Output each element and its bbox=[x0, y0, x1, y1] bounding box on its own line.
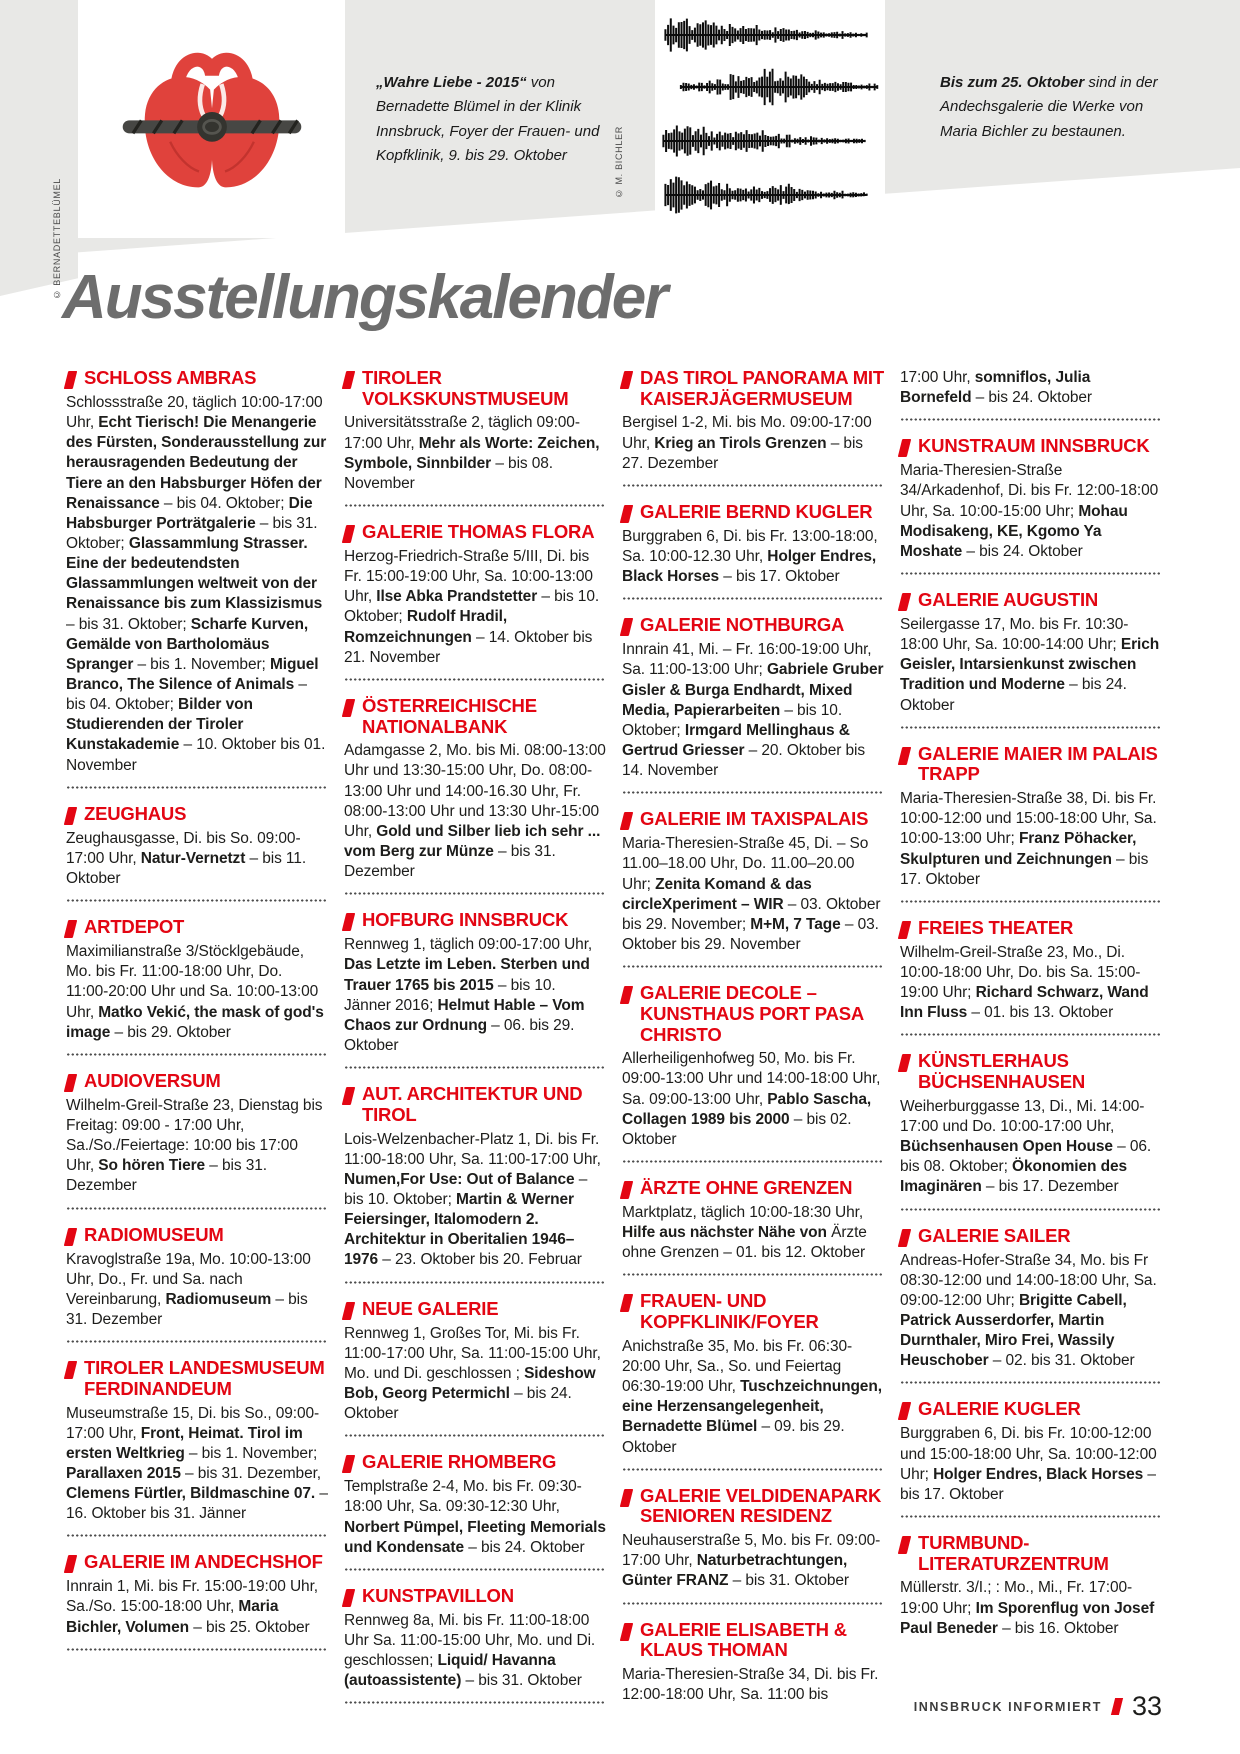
section-header bbox=[66, 917, 328, 938]
section-body: Herzog-Friedrich-Straße 5/III, Di. bis Fr. 15:00-19:00 Uhr, Sa. 10:00-13:00 Uhr, Ilse Abka Prandstetter – bis 10. Oktober; Rudolf Hradil, Romzeichnungen – 14. Oktober bis 21. November bbox=[344, 548, 600, 666]
section-header bbox=[622, 1291, 884, 1332]
dotted-divider bbox=[344, 1434, 606, 1437]
photo-credit-m-bichler: © M. BICHLER bbox=[614, 126, 624, 199]
section-header bbox=[622, 502, 884, 523]
calendar-section bbox=[622, 983, 884, 1163]
red-slash-icon bbox=[620, 1623, 633, 1641]
dotted-divider bbox=[622, 791, 884, 794]
red-slash-icon bbox=[898, 439, 911, 457]
section-title: GALERIE MAIER IM PALAIS TRAPP bbox=[918, 742, 1158, 785]
section-title: FREIES THEATER bbox=[918, 916, 1074, 938]
waveform-row-1-image bbox=[661, 12, 873, 58]
dotted-divider bbox=[344, 1281, 606, 1284]
section-title: KÜNSTLERHAUS BÜCHSENHAUSEN bbox=[918, 1050, 1085, 1093]
magazine-name: INNSBRUCK INFORMIERT bbox=[913, 1699, 1102, 1714]
section-header bbox=[900, 1533, 1162, 1574]
section-title: GALERIE DECOLE – KUNSTHAUS PORT PASA CHRISTO bbox=[640, 982, 864, 1045]
section-header bbox=[900, 590, 1162, 611]
section-title: ÖSTERREICHISCHE NATIONALBANK bbox=[362, 694, 537, 737]
section-header bbox=[900, 436, 1162, 457]
section-title: TIROLER LANDESMUSEUM FERDINANDEUM bbox=[84, 1357, 325, 1399]
section-body: Wilhelm-Greil-Straße 23, Dienstag bis Freitag: 09:00 - 17:00 Uhr, Sa./So./Feiertage: 10:00 bis 17:00 Uhr, So hören Tiere – bis 31. Dezember bbox=[66, 1096, 323, 1195]
calendar-section bbox=[344, 910, 606, 1069]
dotted-divider bbox=[344, 1701, 606, 1704]
calendar-section bbox=[622, 1620, 884, 1706]
dotted-divider bbox=[622, 965, 884, 968]
section-body: Maria-Theresien-Straße 45, Di. – So 11.00–18.00 Uhr, Do. 11.00–20.00 Uhr; Zenita Komand & das circleXperiment – WIR – 03. Oktober bis 29. November; M+M, 7 Tage – 03. Oktober bis 29. November bbox=[622, 835, 881, 953]
dotted-divider bbox=[622, 597, 884, 600]
dotted-divider bbox=[900, 900, 1162, 903]
section-body: Rennweg 8a, Mi. bis Fr. 11:00-18:00 Uhr Sa. 11:00-15:00 Uhr, Mo. und Di. geschlossen; Liquid/ Havanna (autoassistente) – bis 31. Oktober bbox=[344, 1611, 596, 1690]
caption-wahre-liebe: „Wahre Liebe - 2015“ von Bernadette Blümel in der Klinik Innsbruck, Foyer der Frauen- und Kopfklinik, 9. bis 29. Oktober bbox=[376, 74, 600, 164]
red-slash-icon bbox=[898, 593, 911, 611]
calendar-section bbox=[622, 502, 884, 600]
dotted-divider bbox=[344, 678, 606, 681]
section-header bbox=[344, 910, 606, 931]
column-3 bbox=[622, 368, 884, 1720]
dotted-divider bbox=[900, 418, 1162, 421]
section-title: GALERIE SAILER bbox=[918, 1224, 1071, 1246]
section-title: GALERIE RHOMBERG bbox=[362, 1451, 557, 1473]
section-title: HOFBURG INNSBRUCK bbox=[362, 909, 569, 931]
red-slash-icon bbox=[342, 699, 355, 717]
caption-andechsgalerie: Bis zum 25. Oktober sind in der Andechsgalerie die Werke von Maria Bichler zu bestaunen. bbox=[940, 74, 1158, 140]
red-slash-icon bbox=[64, 1228, 77, 1246]
red-slash-icon bbox=[898, 1402, 911, 1420]
section-header bbox=[66, 368, 328, 389]
section-title: SCHLOSS AMBRAS bbox=[84, 367, 257, 388]
calendar-section bbox=[622, 1291, 884, 1470]
calendar-section bbox=[622, 1486, 884, 1605]
section-title: KUNSTPAVILLON bbox=[362, 1584, 514, 1606]
heart-artwork-panel bbox=[78, 0, 345, 238]
dotted-divider bbox=[900, 1515, 1162, 1518]
calendar-section bbox=[900, 590, 1162, 729]
calendar-section bbox=[66, 1225, 328, 1344]
section-body: Museumstraße 15, Di. bis So., 09:00-17:00 Uhr, Front, Heimat. Tirol im ersten Weltkrieg – bis 1. November; Parallaxen 2015 – bis 31. Dezember, Clemens Fürtler, Bildmaschine 07. – 16. Oktober bis 31. Jänner bbox=[66, 1404, 328, 1523]
calendar-section bbox=[344, 522, 606, 681]
section-title: RADIOMUSEUM bbox=[84, 1223, 224, 1245]
section-header bbox=[66, 804, 328, 825]
section-body: Maria-Theresien-Straße 34, Di. bis Fr. 12:00-18:00 Uhr, Sa. 11:00 bis bbox=[622, 1665, 879, 1704]
red-slash-icon bbox=[342, 525, 355, 543]
page-footer bbox=[914, 1691, 1162, 1722]
calendar-section bbox=[900, 1399, 1162, 1518]
waveform-artwork-panel bbox=[655, 0, 885, 218]
section-body: Kravoglstraße 19a, Mo. 10:00-13:00 Uhr, Do., Fr. und Sa. nach Vereinbarung, Radiomuseum – bis 31. Dezember bbox=[66, 1250, 311, 1328]
section-body: Adamgasse 2, Mo. bis Mi. 08:00-13:00 Uhr und 13:30-15:00 Uhr, Do. 08:00-13:00 Uhr und 14:00-16.30 Uhr, Fr. 08:00-13:00 Uhr und 13:30 Uhr-15:00 Uhr, Gold und Silber lieb ich sehr ... vom Berg zur Münze – bis 31. Dezember bbox=[344, 742, 606, 881]
section-header bbox=[900, 1226, 1162, 1247]
red-slash-icon bbox=[342, 1302, 355, 1320]
red-slash-icon bbox=[898, 1054, 911, 1072]
section-title: GALERIE IM TAXISPALAIS bbox=[640, 808, 869, 830]
calendar-section bbox=[622, 615, 884, 794]
calendar-section bbox=[344, 1452, 606, 1571]
header-left-gray-strip bbox=[0, 0, 78, 296]
dotted-divider bbox=[622, 1160, 884, 1163]
calendar-section bbox=[900, 744, 1162, 903]
calendar-section bbox=[622, 809, 884, 968]
section-header bbox=[344, 1586, 606, 1607]
red-slash-icon bbox=[620, 986, 633, 1004]
red-slash-icon bbox=[64, 920, 77, 938]
red-slash-icon bbox=[342, 913, 355, 931]
red-slash-icon bbox=[620, 1294, 633, 1312]
calendar-section bbox=[66, 368, 328, 789]
section-body: Maria-Theresien-Straße 34/Arkadenhof, Di. bis Fr. 12:00-18:00 Uhr, Sa. 10:00-15:00 Uhr; Mohau Modisakeng, KE, Kgomo Ya Moshate – bis 24. Oktober bbox=[900, 462, 1159, 560]
dotted-divider bbox=[900, 1208, 1162, 1211]
calendar-section bbox=[344, 1586, 606, 1705]
section-body: Seilergasse 17, Mo. bis Fr. 10:30-18:00 Uhr, Sa. 10:00-14:00 Uhr; Erich Geisler, Intarsienkunst zwischen Tradition und Moderne – bis 24. Oktober bbox=[900, 615, 1160, 714]
section-body: Templstraße 2-4, Mo. bis Fr. 09:30-18:00 Uhr, Sa. 09:30-12:30 Uhr, Norbert Pümpel, Fleeting Memorials und Kondensate – bis 24. Oktober bbox=[344, 1478, 606, 1556]
page-number: 33 bbox=[1131, 1691, 1162, 1721]
section-header bbox=[900, 1051, 1162, 1092]
calendar-section bbox=[900, 368, 1162, 421]
section-header bbox=[622, 1620, 884, 1661]
heart-artwork-image bbox=[119, 30, 305, 207]
section-header bbox=[900, 918, 1162, 939]
section-header bbox=[66, 1552, 328, 1573]
section-header bbox=[622, 1178, 884, 1199]
dotted-divider bbox=[66, 1648, 328, 1651]
red-slash-icon bbox=[898, 1536, 911, 1554]
calendar-section bbox=[900, 1226, 1162, 1385]
section-title: ÄRZTE OHNE GRENZEN bbox=[640, 1176, 853, 1198]
red-slash-icon bbox=[620, 505, 633, 523]
calendar-section bbox=[900, 918, 1162, 1037]
section-body: Maximilianstraße 3/Stöcklgebäude, Mo. bis Fr. 11:00-18:00 Uhr, Do. 11:00-20:00 Uhr und Sa. 10:00-13:00 Uhr, Matko Vekić, the mask of god's image – bis 29. Oktober bbox=[66, 943, 324, 1041]
calendar-section bbox=[344, 1084, 606, 1283]
section-title: ZEUGHAUS bbox=[84, 802, 187, 824]
calendar-section bbox=[900, 436, 1162, 575]
section-body: Rennweg 1, Großes Tor, Mi. bis Fr. 11:00-17:00 Uhr, Sa. 11:00-15:00 Uhr, Mo. und Di. geschlossen ; Sideshow Bob, Georg Petermichl – bis 24. Oktober bbox=[344, 1324, 601, 1423]
red-slash-icon bbox=[64, 371, 77, 389]
section-header bbox=[622, 809, 884, 830]
section-body: Schlossstraße 20, täglich 10:00-17:00 Uhr, Echt Tierisch! Die Menangerie des Fürsten, Sonderausstellung zur herausragenden Bedeutung der Tiere an den Habsburger Höfen der Renaissance – bis 04. Oktober; Die Habsburger Porträtgalerie – bis 31. Oktober; Glassammlung Strasser. Eine der bedeutendsten Glassammlungen weltweit von der Renaissance bis zum Klassizismus – bis 31. Oktober; Scharfe Kurven, Gemälde von Bartholomäus Spranger – bis 1. November; Miguel Branco, The Silence of Animals – bis 04. Oktober; Bilder von Studierenden der Tiroler Kunstakademie – 10. Oktober bis 01. November bbox=[66, 394, 327, 774]
calendar-section bbox=[622, 368, 884, 487]
section-body: Maria-Theresien-Straße 38, Di. bis Fr. 10:00-12:00 und 15:00-18:00 Uhr, Sa. 10:00-13:00 Uhr; Franz Pöhacker, Skulpturen und Zeichnungen – bis 17. Oktober bbox=[900, 790, 1157, 888]
calendar-section bbox=[66, 1358, 328, 1537]
section-header bbox=[344, 1452, 606, 1473]
calendar-section bbox=[900, 1533, 1162, 1639]
section-body: Allerheiligenhofweg 50, Mo. bis Fr. 09:00-13:00 Uhr und 14:00-18:00 Uhr, Sa. 09:00-13:00 Uhr, Pablo Sascha, Collagen 1989 bis 2000 – bis 02. Oktober bbox=[622, 1050, 881, 1148]
red-slash-icon bbox=[620, 812, 633, 830]
dotted-divider bbox=[900, 1381, 1162, 1384]
section-title: GALERIE VELDIDENAPARK SENIOREN RESIDENZ bbox=[640, 1484, 882, 1527]
red-slash-icon bbox=[64, 1361, 77, 1379]
dotted-divider bbox=[900, 1033, 1162, 1036]
calendar-section bbox=[344, 696, 606, 895]
section-body: Weiherburggasse 13, Di., Mi. 14:00-17:00 und Do. 10:00-17:00 Uhr, Büchsenhausen Open House – 06. bis 08. Oktober; Ökonomien des Imaginären – bis 17. Dezember bbox=[900, 1097, 1152, 1196]
dotted-divider bbox=[900, 572, 1162, 575]
column-2 bbox=[344, 368, 606, 1720]
section-title: AUT. ARCHITEKTUR UND TIROL bbox=[362, 1083, 583, 1125]
red-slash-icon bbox=[898, 747, 911, 765]
red-slash-icon bbox=[342, 1589, 355, 1607]
waveform-row-3-image bbox=[659, 118, 871, 164]
section-header bbox=[344, 1299, 606, 1320]
dotted-divider bbox=[622, 484, 884, 487]
section-title: GALERIE BERND KUGLER bbox=[640, 500, 873, 522]
calendar-section bbox=[900, 1051, 1162, 1210]
section-title: GALERIE NOTHBURGA bbox=[640, 614, 845, 636]
section-body: Rennweg 1, täglich 09:00-17:00 Uhr, Das Letzte im Leben. Sterben und Trauer 1765 bis 2015 – bis 10. Jänner 2016; Helmut Hable – Vom Chaos zur Ordnung – 06. bis 29. Oktober bbox=[344, 936, 593, 1054]
dotted-divider bbox=[66, 786, 328, 789]
calendar-section bbox=[622, 1178, 884, 1276]
calendar-section bbox=[344, 1299, 606, 1438]
red-slash-icon bbox=[620, 371, 633, 389]
section-body: Zeughausgasse, Di. bis So. 09:00-17:00 Uhr, Natur-Vernetzt – bis 11. Oktober bbox=[66, 829, 307, 887]
section-body: Burggraben 6, Di. bis Fr. 13:00-18:00, Sa. 10:00-12.30 Uhr, Holger Endres, Black Horses – bis 17. Oktober bbox=[622, 527, 878, 586]
dotted-divider bbox=[66, 1053, 328, 1056]
section-title: GALERIE THOMAS FLORA bbox=[362, 521, 595, 542]
section-body: Wilhelm-Greil-Straße 23, Mo., Di. 10:00-18:00 Uhr, Do. bis Sa. 15:00-19:00 Uhr; Richard Schwarz, Wand Inn Fluss – 01. bis 13. Oktober bbox=[900, 943, 1149, 1022]
section-header bbox=[900, 1399, 1162, 1420]
red-slash-icon bbox=[64, 1555, 77, 1573]
section-body: Anichstraße 35, Mo. bis Fr. 06:30-20:00 Uhr, Sa., So. und Feiertag 06:30-19:00 Uhr, Tuschzeichnungen, eine Herzensangelegenheit, Bernadette Blümel – 09. bis 29. Oktober bbox=[622, 1337, 882, 1456]
calendar-section bbox=[344, 368, 606, 507]
column-1 bbox=[66, 368, 328, 1720]
section-title: GALERIE AUGUSTIN bbox=[918, 588, 1099, 610]
red-slash-icon bbox=[64, 807, 77, 825]
calendar-section bbox=[66, 804, 328, 902]
dotted-divider bbox=[344, 892, 606, 895]
section-header bbox=[344, 696, 606, 737]
red-slash-icon bbox=[620, 618, 633, 636]
calendar-section bbox=[66, 917, 328, 1056]
section-header bbox=[344, 1084, 606, 1125]
section-body: Andreas-Hofer-Straße 34, Mo. bis Fr 08:30-12:00 und 14:00-18:00 Uhr, Sa. 09:00-12:00 Uhr; Brigitte Cabell, Patrick Ausserdorfer, Martin Durnthaler, Miro Frei, Wassily Heuschober – 02. bis 31. Oktober bbox=[900, 1251, 1157, 1370]
photo-credit-bernadette-bluemel: © BERNADETTEBLÜMEL bbox=[52, 178, 62, 300]
section-header bbox=[622, 1486, 884, 1527]
section-header bbox=[622, 615, 884, 636]
calendar-section bbox=[66, 1071, 328, 1210]
section-title: GALERIE IM ANDECHSHOF bbox=[84, 1551, 323, 1573]
red-slash-icon bbox=[64, 1074, 77, 1092]
section-header bbox=[66, 1358, 328, 1399]
red-slash-icon bbox=[620, 1489, 633, 1507]
dotted-divider bbox=[622, 1273, 884, 1276]
section-body: Müllerstr. 3/I.; : Mo., Mi., Fr. 17:00-19:00 Uhr; Im Sporenflug von Josef Paul Beneder – bis 16. Oktober bbox=[900, 1579, 1155, 1637]
section-header bbox=[622, 368, 884, 409]
section-title: AUDIOVERSUM bbox=[84, 1069, 221, 1091]
calendar-columns bbox=[66, 368, 1162, 1720]
section-body: Neuhauserstraße 5, Mo. bis Fr. 09:00-17:00 Uhr, Naturbetrachtungen, Günter FRANZ – bis 31. Oktober bbox=[622, 1532, 881, 1590]
column-4 bbox=[900, 368, 1162, 1720]
section-header bbox=[900, 744, 1162, 785]
section-title: FRAUEN- UND KOPFKLINIK/FOYER bbox=[640, 1290, 819, 1333]
section-title: DAS TIROL PANORAMA MIT KAISERJÄGERMUSEUM bbox=[640, 367, 884, 409]
section-title: TURMBUND-LITERATURZENTRUM bbox=[918, 1531, 1109, 1574]
dotted-divider bbox=[900, 726, 1162, 729]
red-slash-icon bbox=[1111, 1698, 1123, 1715]
dotted-divider bbox=[66, 1340, 328, 1343]
section-header bbox=[344, 368, 606, 409]
section-body: 17:00 Uhr, somniflos, Julia Bornefeld – bis 24. Oktober bbox=[900, 369, 1092, 407]
dotted-divider bbox=[622, 1468, 884, 1471]
dotted-divider bbox=[66, 1534, 328, 1537]
section-title: KUNSTRAUM INNSBRUCK bbox=[918, 435, 1150, 457]
section-title: TIROLER VOLKSKUNSTMUSEUM bbox=[362, 367, 569, 409]
red-slash-icon bbox=[342, 371, 355, 389]
dotted-divider bbox=[344, 504, 606, 507]
section-body: Marktplatz, täglich 10:00-18:30 Uhr, Hilfe aus nächster Nähe von Ärzte ohne Grenzen – 01. bis 12. Oktober bbox=[622, 1203, 867, 1262]
section-header bbox=[66, 1225, 328, 1246]
red-slash-icon bbox=[342, 1087, 355, 1105]
waveform-row-2-image bbox=[679, 64, 881, 110]
red-slash-icon bbox=[898, 1229, 911, 1247]
red-slash-icon bbox=[898, 921, 911, 939]
section-body: Burggraben 6, Di. bis Fr. 10:00-12:00 und 15:00-18:00 Uhr, Sa. 10:00-12:00 Uhr; Holger Endres, Black Horses – bis 17. Oktober bbox=[900, 1425, 1157, 1503]
section-title: GALERIE KUGLER bbox=[918, 1398, 1081, 1420]
dotted-divider bbox=[622, 1602, 884, 1605]
section-title: GALERIE ELISABETH & KLAUS THOMAN bbox=[640, 1618, 847, 1661]
section-body: Bergisel 1-2, Mi. bis Mo. 09:00-17:00 Uhr, Krieg an Tirols Grenzen – bis 27. Dezember bbox=[622, 414, 872, 472]
dotted-divider bbox=[66, 1207, 328, 1210]
red-slash-icon bbox=[342, 1455, 355, 1473]
section-body: Lois-Welzenbacher-Platz 1, Di. bis Fr. 11:00-18:00 Uhr, Sa. 11:00-17:00 Uhr, Numen,For Use: Out of Balance – bis 10. Oktober; Martin & Werner Feiersinger, Italomodern 2. Architektur in Oberitalien 1946–1976 – 23. Oktober bis 20. Februar bbox=[344, 1130, 601, 1269]
waveform-row-4-image bbox=[663, 172, 871, 218]
section-title: NEUE GALERIE bbox=[362, 1297, 499, 1319]
section-body: Innrain 41, Mi. – Fr. 16:00-19:00 Uhr, Sa. 11:00-13:00 Uhr; Gabriele Gruber Gisler & Burga Endhardt, Mixed Media, Papierarbeiten – bis 10. Oktober; Irmgard Mellinghaus & Gertrud Griesser – 20. Oktober bis 14. November bbox=[622, 641, 884, 780]
section-body: Innrain 1, Mi. bis Fr. 15:00-19:00 Uhr, Sa./So. 15:00-18:00 Uhr, Maria Bichler, Volumen – bis 25. Oktober bbox=[66, 1578, 318, 1636]
dotted-divider bbox=[344, 1568, 606, 1571]
calendar-section bbox=[66, 1552, 328, 1650]
section-header bbox=[622, 983, 884, 1045]
section-header bbox=[66, 1071, 328, 1092]
dotted-divider bbox=[344, 1066, 606, 1069]
red-slash-icon bbox=[620, 1181, 633, 1199]
section-body: Universitätsstraße 2, täglich 09:00-17:00 Uhr, Mehr als Worte: Zeichen, Symbole, Sinnbilder – bis 08. November bbox=[344, 414, 600, 492]
dotted-divider bbox=[66, 899, 328, 902]
section-header bbox=[344, 522, 606, 543]
section-title: ARTDEPOT bbox=[84, 916, 185, 938]
page-title: Ausstellungskalender bbox=[62, 263, 667, 332]
